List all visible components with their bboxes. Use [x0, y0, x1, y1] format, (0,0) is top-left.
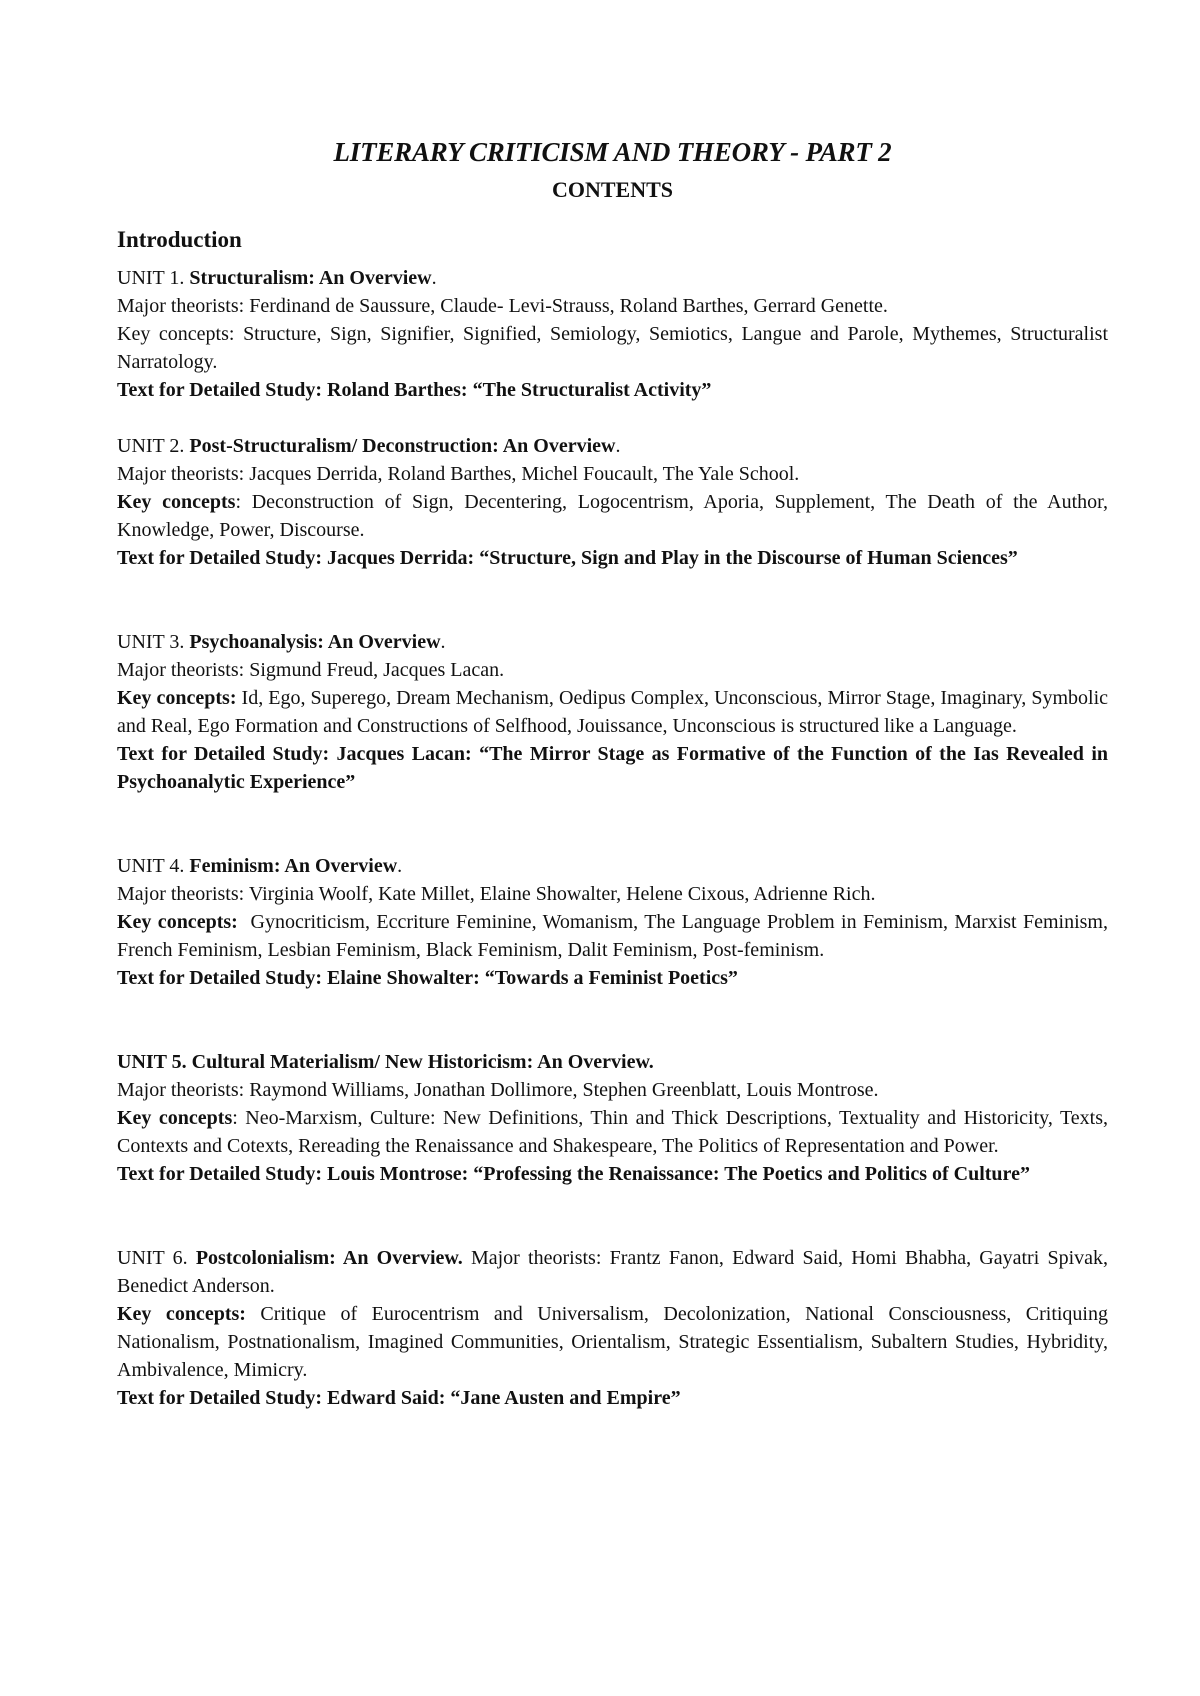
unit-2-title: Post-Structuralism/ Deconstruction: An Overview: [189, 435, 616, 457]
unit-2-concepts-label: Key concepts: [117, 491, 236, 513]
unit-3-concepts-label: Key concepts:: [117, 687, 237, 709]
unit-4-concepts-text: Gynocriticism, Eccriture Feminine, Womanism, The Language Problem in Feminism, Marxist Feminism, French Feminism, Lesbian Feminism, Black Feminism, Dalit Feminism, Post-feminism.: [117, 911, 1113, 961]
contents-heading: CONTENTS: [551, 177, 674, 202]
unit-6-concepts-text: Critique of Eurocentrism and Universalism, Decolonization, National Consciousness, Critiquing Nationalism, Postnationalism, Imagined Communities, Orientalism, Strategic Essentialism, Subaltern Studies, Hybridity, Ambivalence, Mimicry.: [117, 1303, 1108, 1381]
unit-5-title: Cultural Materialism/ New Historicism: An Overview.: [191, 1051, 654, 1073]
unit-1-title: Structuralism: An Overview: [189, 267, 432, 289]
unit-4-label: UNIT 4.: [117, 855, 185, 877]
unit-4-concepts: [117, 908, 1113, 964]
unit-5-theorists: Major theorists: Raymond Williams, Jonathan Dollimore, Stephen Greenblatt, Louis Montrose.: [117, 1079, 879, 1101]
unit-1-heading-end: .: [431, 267, 437, 289]
unit-4-title: Feminism: An Overview: [189, 855, 398, 877]
unit-2-study-text: Text for Detailed Study: Jacques Derrida: “Structure, Sign and Play in the Discourse of Human Sciences”: [117, 547, 1018, 569]
unit-3-heading: [117, 628, 1108, 656]
unit-5-concepts: [117, 1104, 1108, 1160]
unit-6-label: UNIT 6.: [117, 1247, 188, 1269]
unit-5-concepts-text: : Neo-Marxism, Culture: New Definitions, Thin and Thick Descriptions, Textuality and Historicity, Texts, Contexts and Cotexts, Rereading the Renaissance and Shakespeare, The Politics of Representation and Power.: [117, 1107, 1109, 1157]
unit-1-heading: [117, 264, 1108, 292]
unit-6-heading: [117, 1244, 1108, 1300]
unit-4-heading-end: .: [397, 855, 403, 877]
unit-2-section: [117, 432, 1108, 572]
unit-2-heading-end: .: [615, 435, 621, 457]
unit-3-concepts: [117, 684, 1108, 740]
unit-1-label: UNIT 1.: [117, 267, 185, 289]
unit-5-label: UNIT 5.: [117, 1051, 187, 1073]
unit-1-section: [117, 264, 1108, 404]
document-title: LITERARY CRITICISM AND THEORY - PART 2: [333, 137, 892, 167]
unit-6-concepts-label: Key concepts:: [117, 1303, 246, 1325]
unit-3-label: UNIT 3.: [117, 631, 185, 653]
unit-4-concepts-label: Key concepts:: [117, 911, 238, 933]
unit-2-label: UNIT 2.: [117, 435, 185, 457]
unit-1-theorists: Major theorists: Ferdinand de Saussure, Claude- Levi-Strauss, Roland Barthes, Gerrard Genette.: [117, 295, 888, 317]
unit-5-study-text: Text for Detailed Study: Louis Montrose: “Professing the Renaissance: The Poetics and Politics of Culture”: [117, 1163, 1030, 1185]
unit-2-concepts-text: : Deconstruction of Sign, Decentering, Logocentrism, Aporia, Supplement, The Death of the Author, Knowledge, Power, Discourse.: [117, 491, 1108, 541]
unit-3-section: [117, 628, 1108, 796]
unit-3-heading-end: .: [440, 631, 446, 653]
unit-2-theorists: Major theorists: Jacques Derrida, Roland Barthes, Michel Foucault, The Yale School.: [117, 463, 800, 485]
unit-1-study-text: Text for Detailed Study: Roland Barthes: “The Structuralist Activity”: [117, 379, 712, 401]
unit-3-concepts-text: Id, Ego, Superego, Dream Mechanism, Oedipus Complex, Unconscious, Mirror Stage, Imaginary, Symbolic and Real, Ego Formation and Constructions of Selfhood, Jouissance, Unconscious is structured like a Language.: [117, 687, 1108, 737]
unit-6-section: [117, 1244, 1108, 1412]
unit-3-title: Psychoanalysis: An Overview: [189, 631, 441, 653]
unit-4-theorists: Major theorists: Virginia Woolf, Kate Millet, Elaine Showalter, Helene Cixous, Adrienne Rich.: [117, 883, 876, 905]
unit-2-concepts: [117, 488, 1108, 544]
unit-1-concepts: [117, 320, 1108, 376]
introduction-heading: Introduction: [117, 227, 242, 252]
unit-4-study-text: Text for Detailed Study: Elaine Showalter: “Towards a Feminist Poetics”: [117, 967, 738, 989]
unit-5-section: [117, 1048, 1108, 1188]
unit-5-concepts-label: Key concepts: [117, 1107, 233, 1129]
unit-3-study-text: Text for Detailed Study: Jacques Lacan: “The Mirror Stage as Formative of the Function of the Ias Revealed in Psychoanalytic Experience”: [117, 743, 1108, 793]
unit-6-theorists: Major theorists: Frantz Fanon, Edward Said, Homi Bhabha, Gayatri Spivak, Benedict Anderson.: [117, 1247, 1109, 1297]
unit-5-heading: [117, 1048, 1108, 1076]
unit-4-section: [117, 852, 1113, 992]
unit-3-theorists: Major theorists: Sigmund Freud, Jacques Lacan.: [117, 659, 505, 681]
unit-6-title: Postcolonialism: An Overview.: [195, 1247, 463, 1269]
unit-6-concepts: [117, 1300, 1108, 1384]
unit-4-heading: [117, 852, 1108, 880]
unit-1-concepts-text: Structure, Sign, Signifier, Signified, Semiology, Semiotics, Langue and Parole, Mythemes, Structuralist Narratology.: [117, 323, 1108, 373]
unit-1-concepts-label: Key concepts:: [117, 323, 235, 345]
unit-6-study-text: Text for Detailed Study: Edward Said: “Jane Austen and Empire”: [117, 1387, 681, 1409]
unit-2-heading: [117, 432, 1108, 460]
